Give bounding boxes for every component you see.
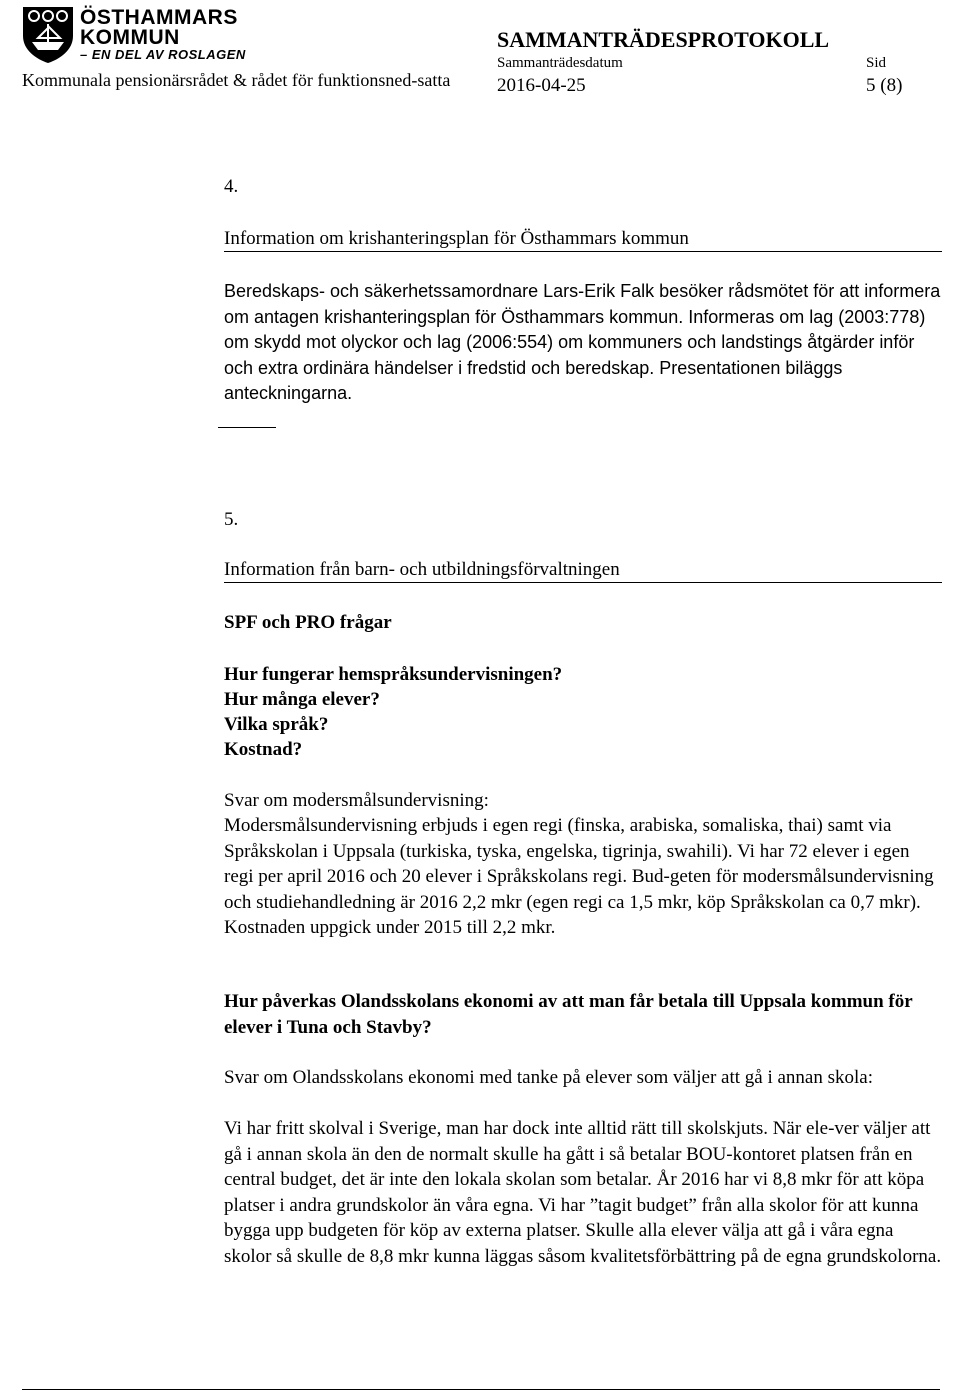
section-4-number: 4. [224,176,239,197]
document-title: SAMMANTRÄDESPROTOKOLL [497,27,830,52]
answer-1-text: Modersmålsundervisning erbjuds i egen regi (finska, arabiska, somaliska, thai) samt via Språkskolan i Uppsala (turkiska, tyska, engelska, tigrinja, swahili). Vi har 72 elever i egen regi per april 2016 och 20 elever i Språkskolans regi. Bud-geten för modersmålsundervisning och studiehandledning är 2016 2,2 mkr (egen regi ca 1,5 mkr, köp Språkskolan ca 0,7 mkr). Kostnaden uppgick under 2015 till 2,2 mkr. [224,815,934,938]
section-separator [218,427,276,428]
page-label: Sid [866,55,887,71]
answer-2-text: Vi har fritt skolval i Sverige, man har dock inte alltid rätt till skolskjuts. När ele-ver väljer att gå i annan skola än den de normalt skulle ha gått i så betalar BOU-kontoret platsen från en central budget, det är inte den lokala skolan som betalar. År 2016 har vi 8,8 mkr för att köpa platser i andra grundskolor än våra egna. Vi har ”tagit budget” från alla skolor för att kunna bygga upp budgeten för köp av externa platser. Skulle alla elever välja att gå i våra egna skolor så skulle de 8,8 mkr kunna läggas såsom kvalitetsförbättring på de egna grundskolorna. [224,1118,942,1267]
question-2: Hur påverkas Olandsskolans ekonomi av att man får betala till Uppsala kommun för elever i Tuna och Stavby? [224,991,913,1038]
page-number: 5 (8) [866,75,903,96]
section-5-title: Information från barn- och utbildningsförvaltningen [224,559,620,580]
committee-name: Kommunala pensionärsrådet & rådet för funktionsned-satta [22,70,451,90]
meeting-date-label: Sammanträdesdatum [497,55,623,71]
question-item: Vilka språk? [224,714,329,735]
section-5-subheading: SPF och PRO frågar [224,612,392,633]
answer-2-label: Svar om Olandsskolans ekonomi med tanke på elever som väljer att gå i annan skola: [224,1067,873,1088]
coat-of-arms-icon [20,4,76,64]
footer-divider [22,1389,940,1390]
answer-1-label: Svar om modersmålsundervisning: [224,790,489,811]
brand-tagline: – EN DEL AV ROSLAGEN [80,47,246,62]
brand-name-line1: ÖSTHAMMARS [80,6,238,29]
section-5-number: 5. [224,509,239,530]
section-4-paragraph: Beredskaps- och säkerhetssamordnare Lars-Erik Falk besöker rådsmötet för att informera om antagen krishanteringsplan för Östhammars kommun. Informeras om lag (2003:778) om skydd mot olyckor och lag (2006:554) om kommuners och landstings åtgärder inför och extra ordinära händelser i fredstid och beredskap. Presentationen biläggs anteckningarna. [224,281,941,403]
meeting-date: 2016-04-25 [497,75,586,96]
question-item: Kostnad? [224,739,303,760]
question-item: Hur fungerar hemspråksundervisningen? [224,664,563,685]
section-4-divider [224,251,942,252]
section-5-divider [224,582,942,583]
section-4-title: Information om krishanteringsplan för Östhammars kommun [224,228,689,249]
brand-name-line2: KOMMUN [80,26,180,49]
question-item: Hur många elever? [224,689,380,710]
